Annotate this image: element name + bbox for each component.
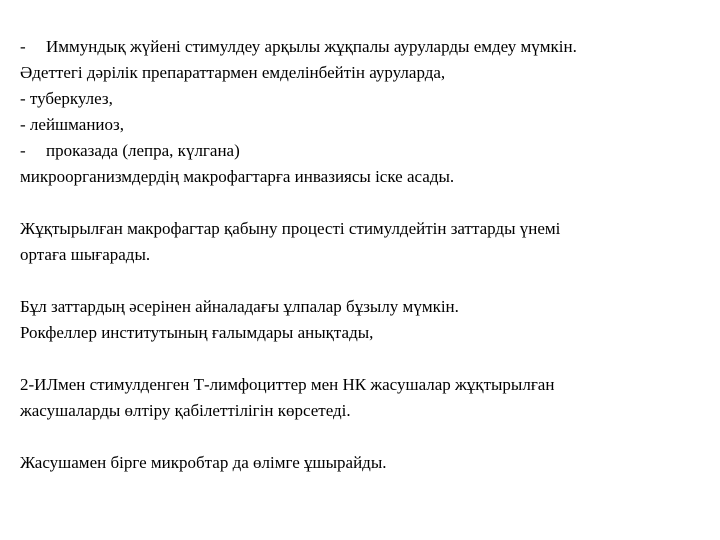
paragraph-spacer xyxy=(20,346,710,372)
list-item-leprosy xyxy=(20,138,710,164)
text-line: 2-ИЛмен стимулденген Т-лимфоциттер мен НК жасушалар жұқтырылған xyxy=(20,375,555,394)
text-line: Жасушамен бірге микробтар да өлімге ұшырайды. xyxy=(20,453,387,472)
text-line-content: Иммундық жүйені стимулдеу арқылы жұқпалы ауруларды емдеу мүмкін. xyxy=(46,37,577,56)
paragraph-spacer xyxy=(20,424,710,450)
paragraph-spacer xyxy=(20,268,710,294)
text-line xyxy=(20,34,710,60)
text-line: микроорганизмдердің макрофагтарға инвазиясы іске асады. xyxy=(20,167,455,186)
paragraph-spacer xyxy=(20,190,710,216)
slide-text-body xyxy=(20,34,710,476)
text-line: Бұл заттардың әсерінен айналадағы ұлпалар бұзылу мүмкін. xyxy=(20,297,459,316)
text-line: Рокфеллер институтының ғалымдары анықтады, xyxy=(20,323,374,342)
list-item-leishmaniasis: - лейшманиоз, xyxy=(20,115,124,134)
list-dash: - xyxy=(20,141,26,160)
text-line: ортаға шығарады. xyxy=(20,245,151,264)
list-item-tuberculosis: - туберкулез, xyxy=(20,89,113,108)
list-dash: - xyxy=(20,37,26,56)
text-line: жасушаларды өлтіру қабілеттілігін көрсетеді. xyxy=(20,401,351,420)
text-line: Әдеттегі дәрілік препараттармен емделінбейтін ауруларда, xyxy=(20,63,446,82)
text-line-content: проказада (лепра, күлгана) xyxy=(46,141,240,160)
text-line: Жұқтырылған макрофагтар қабыну процесті стимулдейтін заттарды үнемі xyxy=(20,219,561,238)
